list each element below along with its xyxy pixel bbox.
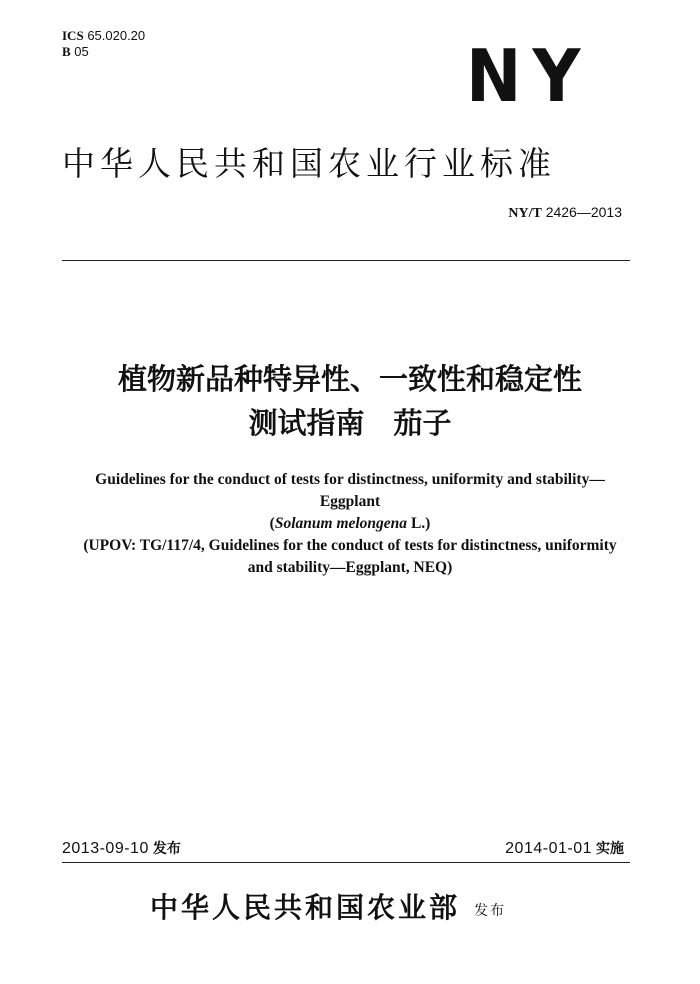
implement-date	[505, 838, 624, 858]
title-en-line4: (UPOV: TG/117/4, Guidelines for the conduct of tests for distinctness, uniformity	[83, 537, 617, 554]
standard-title: 中华人民共和国农业行业标准	[62, 144, 556, 183]
title-en-line1: Guidelines for the conduct of tests for distinctness, uniformity and stability—	[95, 471, 605, 488]
species-name: Solanum melongena	[274, 515, 408, 532]
title-en-line2: Eggplant	[319, 493, 381, 510]
species-close: L.)	[407, 515, 431, 532]
issue-date	[62, 838, 181, 858]
issue-date-label: 发布	[152, 841, 181, 857]
standard-number	[508, 204, 622, 222]
issuer	[150, 886, 506, 926]
standard-number-prefix: NY/T	[508, 206, 542, 221]
ics-label: ICS	[62, 28, 84, 43]
issue-date-value: 2013-09-10	[62, 840, 149, 857]
title-cn-line1: 植物新品种特异性、一致性和稳定性	[117, 362, 582, 396]
ccs-classification	[62, 44, 89, 60]
title-cn-line2: 测试指南 茄子	[248, 406, 452, 440]
implement-date-label: 实施	[596, 841, 624, 857]
issuer-label: 发布	[474, 903, 507, 919]
footer-divider	[62, 862, 630, 863]
species-open: (	[269, 515, 275, 532]
implement-date-value: 2014-01-01	[505, 840, 592, 857]
issuer-name: 中华人民共和国农业部	[150, 891, 461, 924]
standard-number-value: 2426—2013	[545, 204, 622, 220]
header-divider	[62, 260, 630, 261]
ny-logo: NY	[466, 34, 592, 118]
ics-classification	[62, 28, 145, 44]
title-en-line5: and stability—Eggplant, NEQ)	[247, 559, 453, 576]
ics-code: 65.020.20	[87, 28, 146, 43]
title-en-species	[0, 513, 700, 535]
ccs-code: 05	[74, 44, 89, 59]
ccs-label: B	[62, 44, 71, 59]
